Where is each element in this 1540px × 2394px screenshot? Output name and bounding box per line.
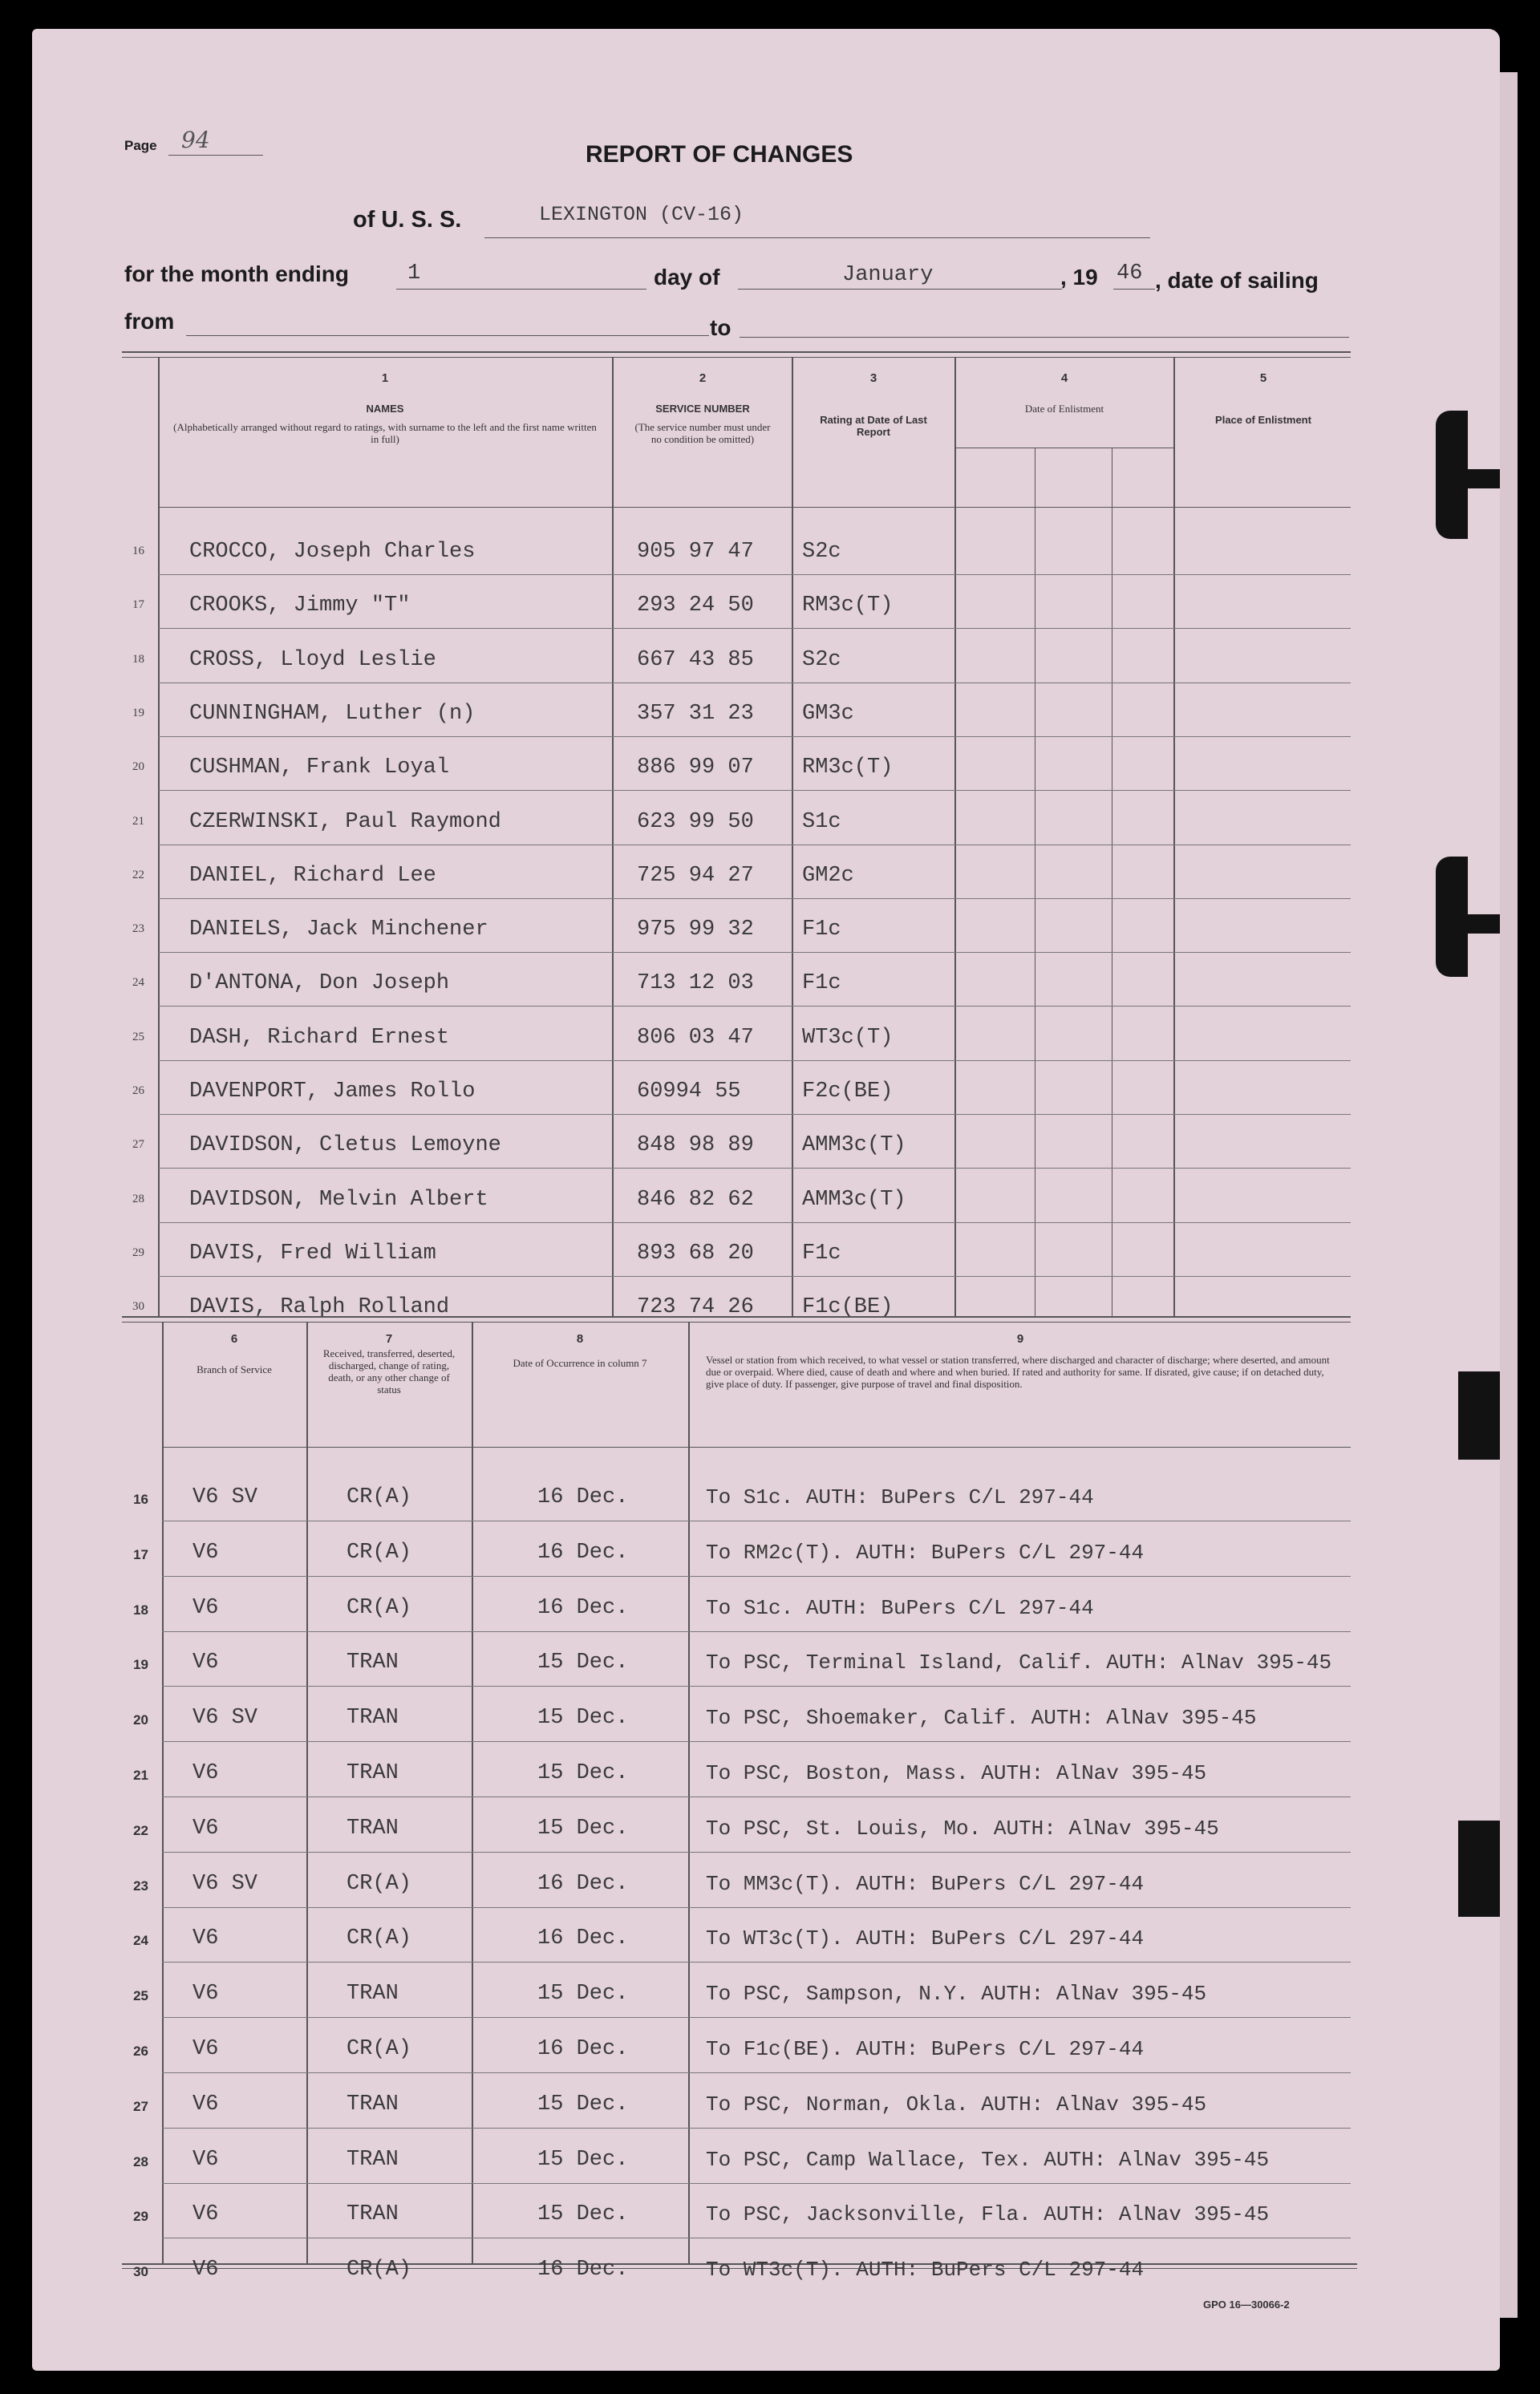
remarks: To PSC, Camp Wallace, Tex. AUTH: AlNav 395-45 — [706, 2147, 1270, 2172]
row-number: 27 — [133, 2098, 148, 2114]
change-of-status: CR(A) — [346, 1540, 412, 1565]
member-name: CROOKS, Jimmy "T" — [189, 593, 411, 618]
row-number: 28 — [133, 2153, 148, 2169]
member-name: CUNNINGHAM, Luther (n) — [189, 701, 476, 726]
remarks: To PSC, Sampson, N.Y. AUTH: AlNav 395-45 — [706, 1982, 1207, 2007]
remarks: To RM2c(T). AUTH: BuPers C/L 297-44 — [706, 1540, 1145, 1565]
row-number: 24 — [133, 1933, 148, 1949]
member-name: DANIELS, Jack Minchener — [189, 917, 488, 942]
row-number: 26 — [132, 1084, 144, 1097]
rating-last-report: S2c — [802, 540, 841, 564]
row-number: 28 — [132, 1192, 144, 1205]
date-of-occurrence: 15 Dec. — [537, 1651, 629, 1675]
row-number: 22 — [133, 1822, 148, 1838]
binder-tab — [1458, 1821, 1500, 1917]
row-number: 18 — [133, 1602, 148, 1618]
row-rule — [158, 1060, 1351, 1061]
col-2-number: 2 — [699, 371, 707, 385]
date-of-occurrence: 15 Dec. — [537, 2147, 629, 2172]
branch-of-service: V6 — [192, 1595, 219, 1620]
rating-last-report: F1c — [802, 917, 841, 942]
row-rule — [158, 952, 1351, 953]
branch-of-service: V6 — [192, 2202, 219, 2227]
branch-of-service: V6 SV — [192, 1485, 258, 1509]
member-name: DAVIDSON, Cletus Lemoyne — [189, 1133, 501, 1158]
service-number: 357 31 23 — [637, 701, 754, 726]
sheet-edge — [1500, 72, 1518, 2318]
service-number: 293 24 50 — [637, 593, 754, 618]
form-code: GPO 16—30066-2 — [1203, 2299, 1290, 2311]
year-prefix: , 19 — [1060, 265, 1098, 290]
row-number: 20 — [133, 1712, 148, 1728]
rating-last-report: GM2c — [802, 863, 854, 888]
change-of-status: CR(A) — [346, 1926, 412, 1951]
change-of-status: TRAN — [346, 2147, 399, 2172]
row-number: 21 — [132, 814, 144, 828]
member-name: CROCCO, Joseph Charles — [189, 540, 476, 564]
row-rule — [162, 1631, 1351, 1632]
change-of-status: CR(A) — [346, 1595, 412, 1620]
service-number: 667 43 85 — [637, 647, 754, 672]
member-name: CUSHMAN, Frank Loyal — [189, 755, 450, 780]
member-name: DANIEL, Richard Lee — [189, 863, 436, 888]
date-of-occurrence: 15 Dec. — [537, 1816, 629, 1841]
row-rule — [162, 1686, 1351, 1687]
row-number: 29 — [132, 1246, 144, 1259]
service-number: 905 97 47 — [637, 540, 754, 564]
page-number: 94 — [181, 127, 210, 153]
year-value: 46 — [1116, 261, 1143, 286]
row-number: 24 — [132, 976, 144, 990]
remarks: To S1c. AUTH: BuPers C/L 297-44 — [706, 1595, 1094, 1620]
remarks: To S1c. AUTH: BuPers C/L 297-44 — [706, 1485, 1094, 1509]
month-value: January — [842, 263, 934, 287]
row-number: 16 — [132, 545, 144, 557]
service-number: 723 74 26 — [637, 1295, 754, 1320]
col-2-title: SERVICE NUMBER — [655, 403, 750, 415]
day-value: 1 — [407, 261, 421, 286]
row-rule — [158, 1276, 1351, 1277]
row-number: 23 — [133, 1878, 148, 1894]
member-name: DASH, Richard Ernest — [189, 1025, 450, 1050]
service-number: 975 99 32 — [637, 917, 754, 942]
service-number: 846 82 62 — [637, 1187, 754, 1212]
col-5-title: Place of Enlistment — [1215, 414, 1311, 426]
row-number: 19 — [133, 1657, 148, 1673]
member-name: DAVIDSON, Melvin Albert — [189, 1187, 488, 1212]
row-rule — [158, 1006, 1351, 1007]
rating-last-report: AMM3c(T) — [802, 1187, 906, 1212]
remarks: To MM3c(T). AUTH: BuPers C/L 297-44 — [706, 1871, 1145, 1896]
row-rule — [158, 574, 1351, 575]
date-of-occurrence: 15 Dec. — [537, 2092, 629, 2117]
col-5-number: 5 — [1259, 371, 1267, 385]
row-rule — [162, 1907, 1351, 1908]
rating-last-report: WT3c(T) — [802, 1025, 894, 1050]
date-of-occurrence: 16 Dec. — [537, 1540, 629, 1565]
row-rule — [162, 2128, 1351, 2129]
row-rule — [162, 1962, 1351, 1963]
to-label: to — [710, 315, 732, 340]
service-number: 886 99 07 — [637, 755, 754, 780]
rating-last-report: AMM3c(T) — [802, 1133, 906, 1158]
remarks: To PSC, Terminal Island, Calif. AUTH: AlNav 395-45 — [706, 1651, 1332, 1675]
col-1-note: (Alphabetically arranged without regard to ratings, with surname to the left and the first name written in full) — [173, 421, 597, 445]
date-of-occurrence: 16 Dec. — [537, 1926, 629, 1951]
row-rule — [158, 1222, 1351, 1223]
from-label: from — [124, 309, 175, 334]
remarks: To PSC, Shoemaker, Calif. AUTH: AlNav 395-45 — [706, 1706, 1257, 1731]
col-7-title: Received, transferred, deserted, discharged, change of rating, death, or any other change of status — [322, 1347, 456, 1395]
col-9-number: 9 — [1016, 1332, 1024, 1346]
binder-tab — [1458, 1371, 1500, 1460]
row-rule — [158, 790, 1351, 791]
change-of-status: CR(A) — [346, 2258, 412, 2283]
service-number: 623 99 50 — [637, 809, 754, 834]
change-of-status: CR(A) — [346, 2037, 412, 2061]
month-label: for the month ending — [124, 261, 349, 286]
service-number: 60994 55 — [637, 1080, 741, 1104]
branch-of-service: V6 — [192, 1816, 219, 1841]
branch-of-service: V6 SV — [192, 1871, 258, 1896]
remarks: To PSC, St. Louis, Mo. AUTH: AlNav 395-45 — [706, 1816, 1219, 1841]
row-rule — [158, 1168, 1351, 1169]
rating-last-report: S2c — [802, 647, 841, 672]
member-name: CZERWINSKI, Paul Raymond — [189, 809, 501, 834]
change-of-status: TRAN — [346, 1982, 399, 2007]
row-number: 26 — [133, 2044, 148, 2059]
remarks: To PSC, Jacksonville, Fla. AUTH: AlNav 395-45 — [706, 2202, 1270, 2227]
col-8-title: Date of Occurrence in column 7 — [513, 1357, 647, 1369]
date-of-occurrence: 16 Dec. — [537, 1871, 629, 1896]
date-of-occurrence: 15 Dec. — [537, 1761, 629, 1785]
date-of-occurrence: 16 Dec. — [537, 1485, 629, 1509]
change-of-status: TRAN — [346, 1816, 399, 1841]
member-name: DAVENPORT, James Rollo — [189, 1080, 476, 1104]
branch-of-service: V6 — [192, 2037, 219, 2061]
row-number: 16 — [133, 1492, 148, 1507]
col-1-title: NAMES — [366, 403, 404, 415]
member-name: CROSS, Lloyd Leslie — [189, 647, 436, 672]
date-of-occurrence: 16 Dec. — [537, 2258, 629, 2283]
branch-of-service: V6 — [192, 2258, 219, 2283]
binder-tab — [1444, 914, 1500, 934]
rating-last-report: F1c — [802, 971, 841, 996]
service-number: 893 68 20 — [637, 1241, 754, 1266]
remarks: To PSC, Boston, Mass. AUTH: AlNav 395-45 — [706, 1761, 1207, 1785]
col-3-title: Rating at Date of Last Report — [820, 414, 927, 438]
service-number: 848 98 89 — [637, 1133, 754, 1158]
date-of-occurrence: 16 Dec. — [537, 2037, 629, 2061]
row-number: 25 — [132, 1030, 144, 1043]
row-rule — [162, 2072, 1351, 2073]
date-of-occurrence: 16 Dec. — [537, 1595, 629, 1620]
row-rule — [158, 1114, 1351, 1115]
row-number: 17 — [132, 598, 144, 612]
binder-tab — [1444, 469, 1500, 488]
row-number: 29 — [133, 2209, 148, 2225]
row-number: 22 — [132, 868, 144, 881]
col-7-number: 7 — [385, 1332, 393, 1346]
col-3-number: 3 — [869, 371, 877, 385]
branch-of-service: V6 SV — [192, 1706, 258, 1731]
member-name: DAVIS, Ralph Rolland — [189, 1295, 450, 1320]
date-of-occurrence: 15 Dec. — [537, 1982, 629, 2007]
change-of-status: CR(A) — [346, 1871, 412, 1896]
remarks: To WT3c(T). AUTH: BuPers C/L 297-44 — [706, 2258, 1145, 2283]
service-number: 713 12 03 — [637, 971, 754, 996]
col-1-number: 1 — [381, 371, 389, 385]
change-of-status: TRAN — [346, 2092, 399, 2117]
row-number: 30 — [132, 1300, 144, 1314]
member-name: D'ANTONA, Don Joseph — [189, 971, 450, 996]
service-number: 806 03 47 — [637, 1025, 754, 1050]
row-number: 25 — [133, 1988, 148, 2004]
row-rule — [162, 1852, 1351, 1853]
col-6-number: 6 — [230, 1332, 238, 1346]
row-rule — [162, 1576, 1351, 1577]
rating-last-report: F1c — [802, 1241, 841, 1266]
service-number: 725 94 27 — [637, 863, 754, 888]
ship-label: of U. S. S. — [353, 207, 462, 233]
col-4-number: 4 — [1060, 371, 1068, 385]
branch-of-service: V6 — [192, 1982, 219, 2007]
row-rule — [162, 1741, 1351, 1742]
ship-name: LEXINGTON (CV-16) — [539, 203, 744, 226]
row-rule — [158, 628, 1351, 629]
row-number: 20 — [132, 760, 144, 774]
change-of-status: TRAN — [346, 1706, 399, 1731]
rating-last-report: F2c(BE) — [802, 1080, 894, 1104]
day-label: day of — [654, 265, 720, 290]
row-number: 21 — [133, 1768, 148, 1783]
row-number: 17 — [133, 1546, 148, 1562]
date-of-occurrence: 15 Dec. — [537, 1706, 629, 1731]
change-of-status: TRAN — [346, 2202, 399, 2227]
row-number: 27 — [132, 1138, 144, 1152]
branch-of-service: V6 — [192, 2092, 219, 2117]
branch-of-service: V6 — [192, 2147, 219, 2172]
rating-last-report: GM3c — [802, 701, 854, 726]
remarks: To WT3c(T). AUTH: BuPers C/L 297-44 — [706, 1926, 1145, 1951]
page-title: REPORT OF CHANGES — [586, 141, 853, 168]
date-of-occurrence: 15 Dec. — [537, 2202, 629, 2227]
branch-of-service: V6 — [192, 1651, 219, 1675]
row-number: 23 — [132, 922, 144, 936]
row-rule — [162, 2183, 1351, 2184]
row-number: 30 — [133, 2264, 148, 2280]
row-number: 18 — [132, 652, 144, 666]
change-of-status: TRAN — [346, 1761, 399, 1785]
col-2-note: (The service number must under no condition be omitted) — [634, 421, 771, 445]
row-rule — [162, 2017, 1351, 2018]
branch-of-service: V6 — [192, 1761, 219, 1785]
row-rule — [158, 898, 1351, 899]
remarks: To F1c(BE). AUTH: BuPers C/L 297-44 — [706, 2037, 1145, 2061]
col-9-title: Vessel or station from which received, to what vessel or station transferred, where discharged and character of discharge; where deserted, and amount due or overpaid. Where died, cause of death and where and when buried. If rated and authority for same. If disrated, give cause; if on detached duty, give place of duty. If passenger, give purpose of travel and final disposition. — [706, 1354, 1330, 1390]
page-label: Page — [124, 138, 157, 153]
change-of-status: TRAN — [346, 1651, 399, 1675]
rating-last-report: S1c — [802, 809, 841, 834]
member-name: DAVIS, Fred William — [189, 1241, 436, 1266]
row-rule — [158, 736, 1351, 737]
branch-of-service: V6 — [192, 1926, 219, 1951]
col-4-title: Date of Enlistment — [1024, 403, 1104, 415]
sailing-label: , date of sailing — [1155, 268, 1319, 293]
rating-last-report: RM3c(T) — [802, 593, 894, 618]
rating-last-report: RM3c(T) — [802, 755, 894, 780]
col-8-number: 8 — [576, 1332, 584, 1346]
branch-of-service: V6 — [192, 1540, 219, 1565]
remarks: To PSC, Norman, Okla. AUTH: AlNav 395-45 — [706, 2092, 1207, 2117]
rating-last-report: F1c(BE) — [802, 1295, 894, 1320]
row-number: 19 — [132, 706, 144, 719]
change-of-status: CR(A) — [346, 1485, 412, 1509]
col-6-title: Branch of Service — [197, 1363, 272, 1375]
